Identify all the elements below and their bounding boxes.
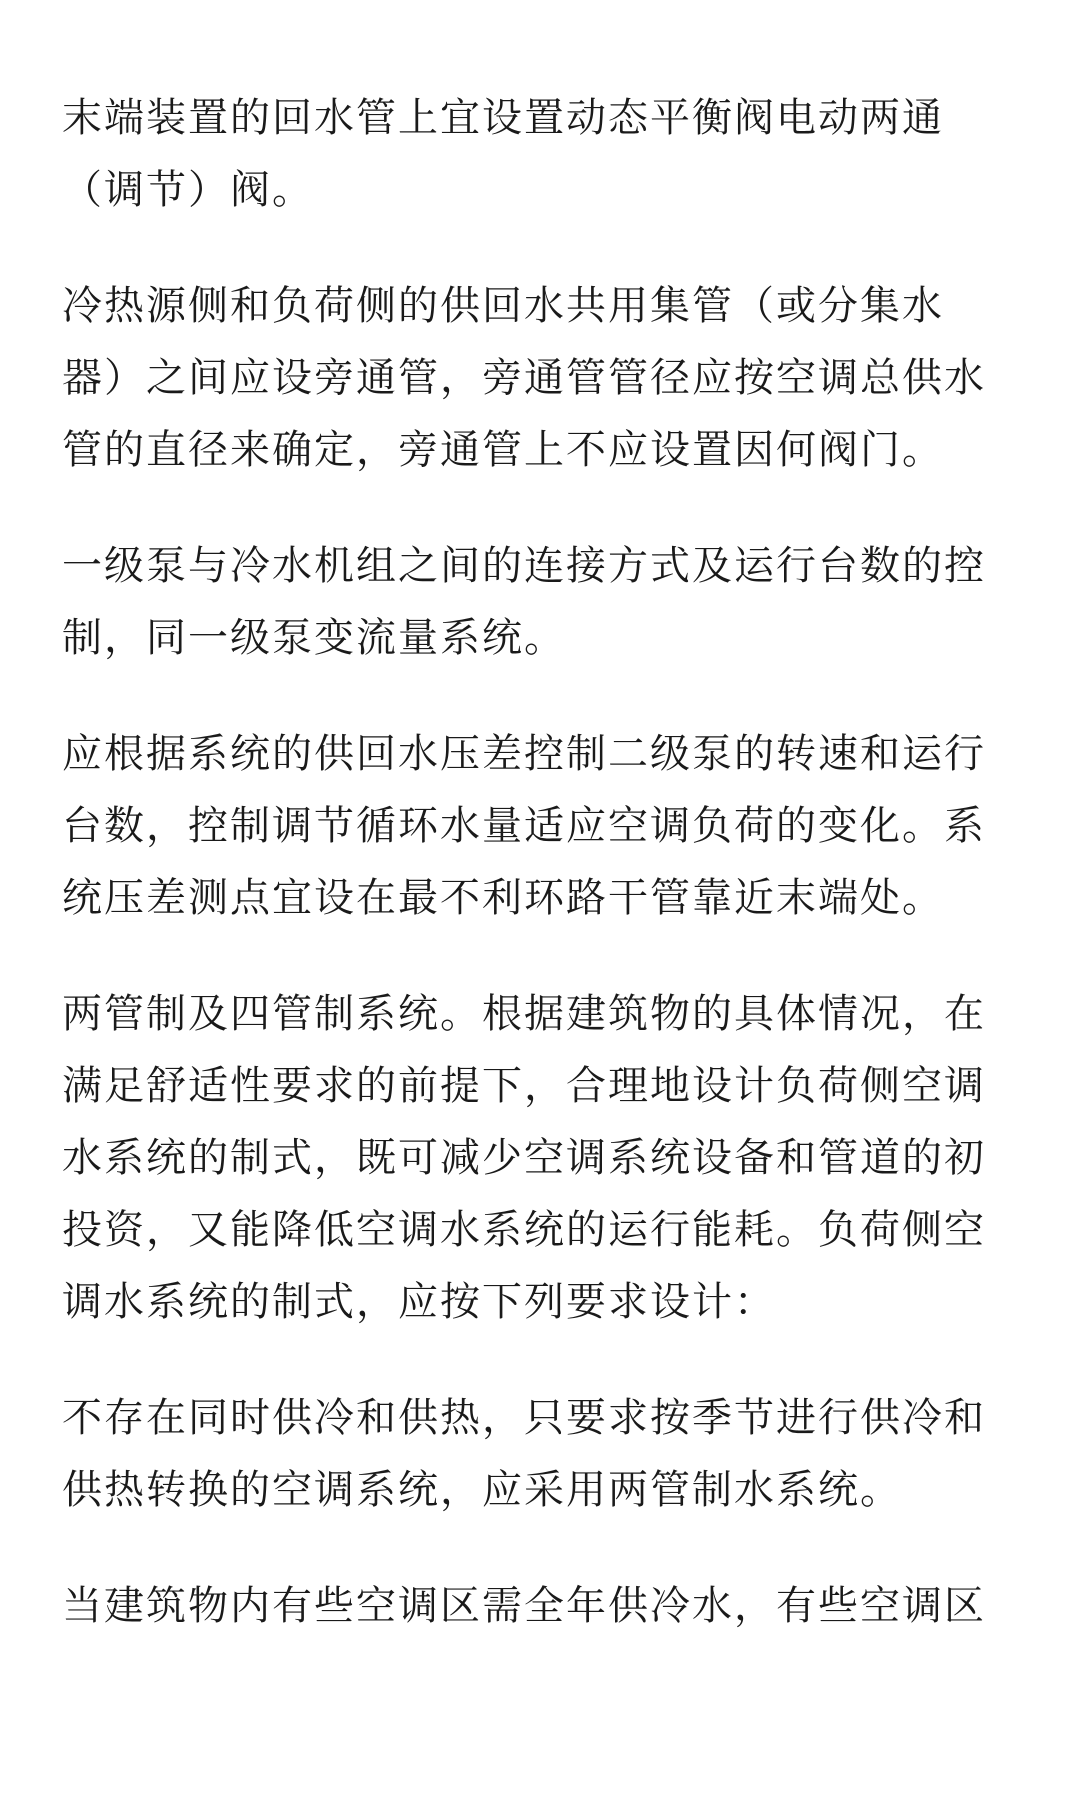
- paragraph-primary-pump: [62, 530, 1022, 674]
- paragraph-bypass-pipe: [62, 270, 1022, 486]
- text-line: 制，同一级泵变流量系统。: [62, 615, 566, 661]
- text-line: 末端装置的回水管上宜设置动态平衡阀电动两通: [62, 95, 944, 141]
- text-line: 管的直径来确定，旁通管上不应设置因何阀门。: [62, 427, 944, 473]
- text-line: 一级泵与冷水机组之间的连接方式及运行台数的控: [62, 543, 986, 589]
- text-line: 冷热源侧和负荷侧的供回水共用集管（或分集水: [62, 283, 944, 329]
- text-line: 投资，又能降低空调水系统的运行能耗。负荷侧空: [62, 1207, 986, 1253]
- text-line: 供热转换的空调系统，应采用两管制水系统。: [62, 1467, 902, 1513]
- text-line: 器）之间应设旁通管，旁通管管径应按空调总供水: [62, 355, 986, 401]
- paragraph-pipe-system: [62, 978, 1022, 1338]
- article-body: [62, 82, 1022, 1686]
- paragraph-two-pipe: [62, 1382, 1022, 1526]
- text-line: （调节）阀。: [62, 167, 314, 213]
- paragraph-year-round-cooling: [62, 1570, 1022, 1642]
- text-line: 满足舒适性要求的前提下，合理地设计负荷侧空调: [62, 1063, 986, 1109]
- text-line: 两管制及四管制系统。根据建筑物的具体情况，在: [62, 991, 986, 1037]
- text-line: 调水系统的制式，应按下列要求设计：: [62, 1279, 776, 1325]
- text-line: 应根据系统的供回水压差控制二级泵的转速和运行: [62, 731, 986, 777]
- paragraph-balance-valve: [62, 82, 1022, 226]
- text-line: 不存在同时供冷和供热，只要求按季节进行供冷和: [62, 1395, 986, 1441]
- text-line: 台数，控制调节循环水量适应空调负荷的变化。系: [62, 803, 986, 849]
- text-line: 当建筑物内有些空调区需全年供冷水，有些空调区: [62, 1583, 986, 1629]
- text-line: 统压差测点宜设在最不利环路干管靠近末端处。: [62, 875, 944, 921]
- paragraph-secondary-pump: [62, 718, 1022, 934]
- text-line: 水系统的制式，既可减少空调系统设备和管道的初: [62, 1135, 986, 1181]
